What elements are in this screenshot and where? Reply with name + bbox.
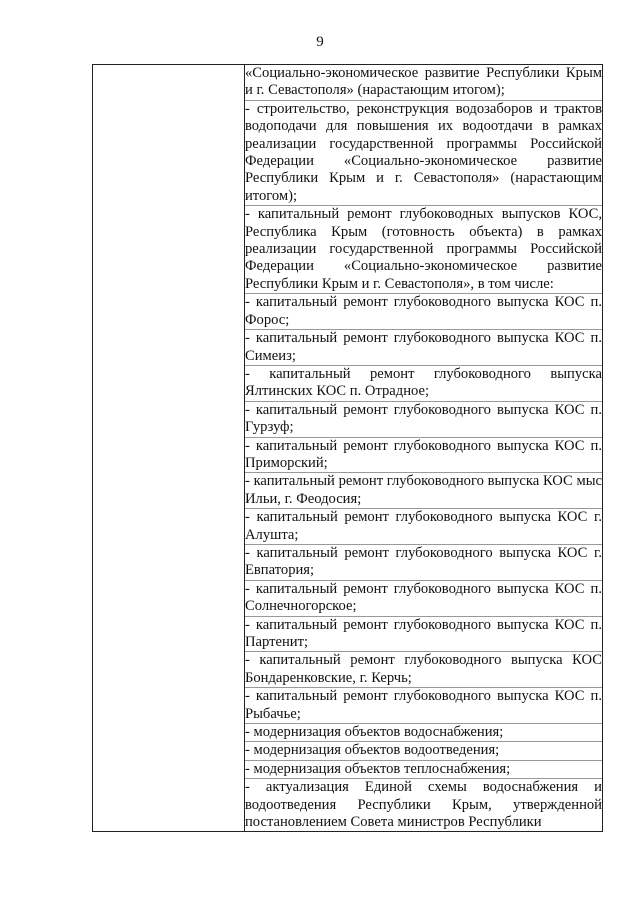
- list-item: - капитальный ремонт глубоководного выпуска КОС п. Гурзуф;: [245, 402, 602, 438]
- list-item: - модернизация объектов водоотведения;: [245, 742, 602, 760]
- list-item: - капитальный ремонт глубоководного выпуска КОС г. Алушта;: [245, 509, 602, 545]
- list-item: - капитальный ремонт глубоководного выпуска КОС п. Симеиз;: [245, 330, 602, 366]
- list-item: - актуализация Единой схемы водоснабжения и водоотведения Республики Крым, утвержденной постановлением Совета министров Республики: [245, 779, 602, 831]
- document-table: [92, 64, 603, 832]
- page-number: 9: [316, 34, 324, 50]
- list-item: - модернизация объектов водоснабжения;: [245, 724, 602, 742]
- list-item: - строительство, реконструкция водозаборов и трактов водоподачи для повышения их водоотдачи в рамках реализации государственной программы Российской Федерации «Социально-экономическое развитие Республики Крым и г. Севастополя» (нарастающим итогом);: [245, 101, 602, 206]
- table-row: [93, 65, 603, 832]
- list-item: - капитальный ремонт глубоководного выпуска КОС мыс Ильи, г. Феодосия;: [245, 473, 602, 509]
- list-item: - капитальный ремонт глубоководного выпуска КОС п. Солнечногорское;: [245, 581, 602, 617]
- list-item: - капитальный ремонт глубоководного выпуска КОС п. Приморский;: [245, 438, 602, 474]
- table-cell-left-empty: [93, 65, 245, 832]
- list-item: «Социально-экономическое развитие Республики Крым и г. Севастополя» (нарастающим итогом);: [245, 65, 602, 101]
- list-item: - модернизация объектов теплоснабжения;: [245, 761, 602, 779]
- list-item: - капитальный ремонт глубоководного выпуска КОС п. Форос;: [245, 294, 602, 330]
- list-item: - капитальный ремонт глубоководного выпуска КОС Бондаренковские, г. Керчь;: [245, 652, 602, 688]
- table-cell-right: [245, 65, 603, 832]
- list-item: - капитальный ремонт глубоководного выпуска КОС п. Рыбачье;: [245, 688, 602, 724]
- list-item: - капитальный ремонт глубоководного выпуска КОС г. Евпатория;: [245, 545, 602, 581]
- list-item: - капитальный ремонт глубоководного выпуска КОС п. Партенит;: [245, 617, 602, 653]
- list-item: - капитальный ремонт глубоководного выпуска Ялтинских КОС п. Отрадное;: [245, 366, 602, 402]
- list-item: - капитальный ремонт глубоководных выпусков КОС, Республика Крым (готовность объекта) в рамках реализации государственной программы Российской Федерации «Социально-экономическое развитие Республики Крым и г. Севастополя», в том числе:: [245, 206, 602, 294]
